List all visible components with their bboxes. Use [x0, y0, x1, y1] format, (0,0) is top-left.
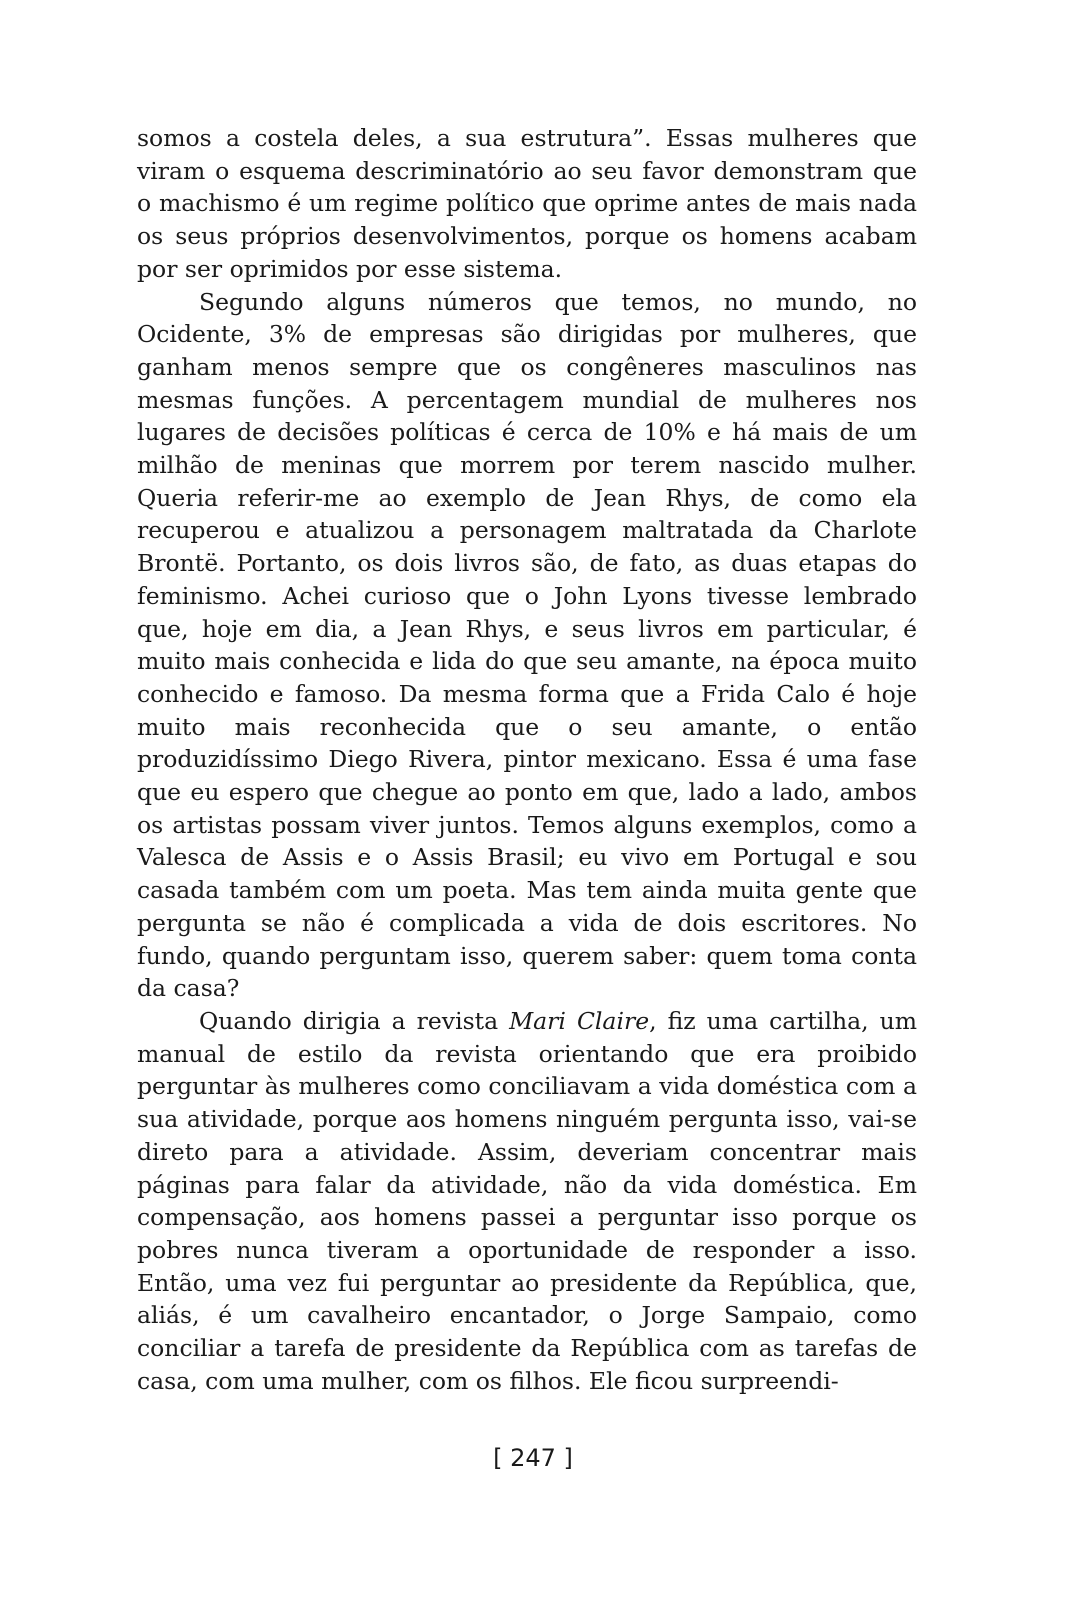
paragraph-2: Segundo alguns números que temos, no mundo, no Ocidente, 3% de empresas são dirigidas por mulheres, que ganham menos sempre que os congêneres masculinos nas mesmas funções. A percentagem mundial de mulheres nos lugares de decisões políticas é cerca de 10% e há mais de um milhão de meninas que morrem por terem nascido mulher. Queria referir-me ao exemplo de Jean Rhys, de como ela recuperou e atualizou a personagem maltratada da Charlote Brontë. Portanto, os dois livros são, de fato, as duas etapas do feminismo. Achei curioso que o John Lyons tivesse lembrado que, hoje em dia, a Jean Rhys, e seus livros em particular, é muito mais conhecida e lida do que seu amante, na época muito conhecido e famoso. Da mesma forma que a Frida Calo é hoje muito mais reconhecida que o seu amante, o então produzidíssimo Diego Rivera, pintor mexicano. Essa é uma fase que eu espero que chegue ao ponto em que, lado a lado, ambos os artistas possam viver juntos. Temos alguns exemplos, como a Valesca de Assis e o Assis Brasil; eu vivo em Portugal e sou casada também com um poeta. Mas tem ainda muita gente que pergunta se não é complicada a vida de dois escritores. No fundo, quando perguntam isso, querem saber: quem toma conta da casa?: [137, 287, 917, 1003]
page-number: [ 247 ]: [493, 1444, 573, 1472]
paragraph-1: somos a costela deles, a sua estrutura”. Essas mulheres que viram o esquema descriminatório ao seu favor demonstram que o machismo é um regime político que oprime antes de mais nada os seus próprios desenvolvimentos, porque os homens acabam por ser oprimidos por esse sistema.: [137, 124, 917, 283]
paragraph-3-text-after: , fiz uma cartilha, um manual de estilo da revista orientando que era proibido perguntar às mulheres como conciliavam a vida doméstica com a sua atividade, porque aos homens ninguém pergunta isso, vai-se direto para a atividade. Assim, deveriam concentrar mais páginas para falar da atividade, não da vida doméstica. Em compensação, aos homens passei a perguntar isso porque os pobres nunca tiveram a oportunidade de responder a isso. Então, uma vez fui perguntar ao presidente da República, que, aliás, é um cavalheiro encantador, o Jorge Sampaio, como conciliar a tarefa de presidente da República com as tarefas de casa, com uma mulher, com os filhos. Ele ficou surpreendi-: [137, 1006, 918, 1395]
magazine-title: Mari Claire: [509, 1006, 650, 1035]
paragraph-3-text-before: Quando dirigia a revista: [199, 1006, 510, 1035]
body-text: [137, 122, 917, 1397]
paragraph-3: [137, 1005, 917, 1397]
